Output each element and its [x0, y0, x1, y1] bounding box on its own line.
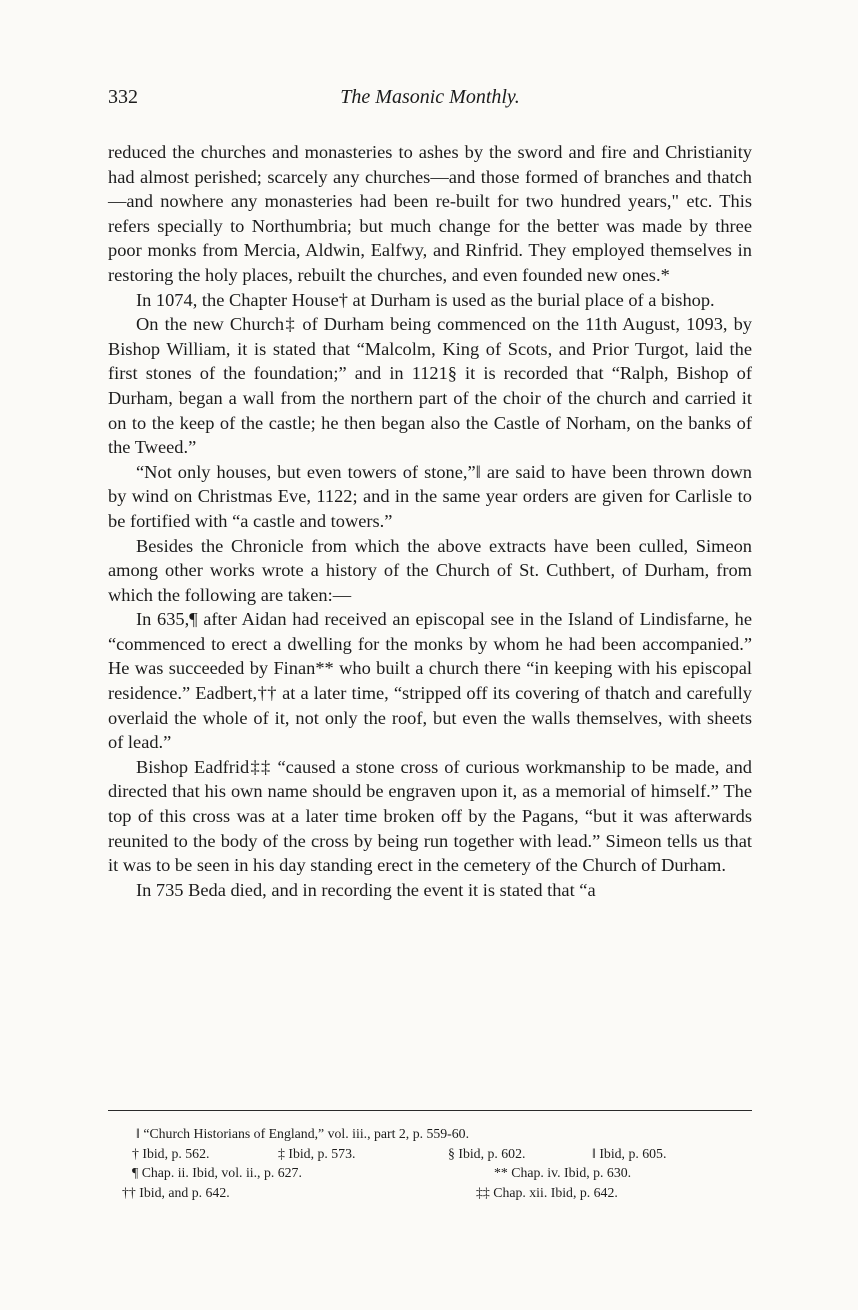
page-header: [108, 86, 752, 116]
footnote-row-4: [122, 1183, 736, 1203]
paragraph-5: Besides the Chronicle from which the above extracts have been culled, Simeon among other works wrote a history of the Church of St. Cuthbert, of Durham, from which the following are taken:—: [108, 535, 752, 605]
footnote-parallel: ‖ Ibid, p. 605.: [592, 1145, 667, 1161]
footnote-section: § Ibid, p. 602.: [448, 1145, 526, 1161]
footnote-church-historians: ‖ “Church Historians of England,” vol. iii., part 2, p. 559-60.: [136, 1126, 470, 1141]
paragraph-2: In 1074, the Chapter House† at Durham is used as the burial place of a bishop.: [136, 289, 715, 310]
footnote-row-1: [136, 1124, 736, 1144]
footnote-row-3: [132, 1163, 736, 1183]
footnote-double-asterisk: ** Chap. iv. Ibid, p. 630.: [494, 1165, 632, 1181]
paragraph-3: On the new Church‡ of Durham being commenced on the 11th August, 1093, by Bishop William, it is stated that “Malcolm, King of Scots, and Prior Turgot, laid the first stones of the foundation;” and in 1121§ it is recorded that “Ralph, Bishop of Durham, began a wall from the northern part of the choir of the church and carried it on to the keep of the castle; he then began also the Castle of Norham, on the banks of the Tweed.”: [108, 314, 752, 458]
footnotes: [122, 1124, 736, 1202]
footnote-pilcrow: ¶ Chap. ii. Ibid, vol. ii., p. 627.: [132, 1165, 302, 1181]
footnote-double-dagger-pair: †† Ibid, and p. 642.: [122, 1184, 230, 1200]
page-number: 332: [108, 86, 138, 108]
paragraph-1: reduced the churches and monasteries to ashes by the sword and fire and Christianity had almost perished; scarcely any churches—and those formed of branches and thatch—and nowhere any monasteries had been re-built for two hundred years," etc. This refers specially to Northumbria; but much change for the better was made by three poor monks from Mercia, Aldwin, Ealfwy, and Rinfrid. They employed themselves in restoring the holy places, rebuilt the churches, and even founded new ones.*: [108, 142, 752, 285]
footnote-double-double-dagger: ‡‡ Chap. xii. Ibid, p. 642.: [476, 1184, 618, 1200]
footnote-dagger: † Ibid, p. 562.: [132, 1145, 210, 1161]
footnote-divider: [108, 1110, 752, 1111]
paragraph-8: In 735 Beda died, and in recording the event it is stated that “a: [136, 879, 596, 900]
body-text: [108, 140, 752, 902]
running-title: The Masonic Monthly.: [340, 86, 520, 108]
paragraph-6: In 635,¶ after Aidan had received an episcopal see in the Island of Lindisfarne, he “commenced to erect a dwelling for the monks by whom he had been accompanied.” He was succeeded by Finan** who built a church there “in keeping with his episcopal residence.” Eadbert,†† at a later time, “stripped off its covering of thatch and carefully overlaid the whole of it, not only the roof, but even the walls themselves, with sheets of lead.”: [108, 609, 752, 753]
footnote-double-dagger: ‡ Ibid, p. 573.: [278, 1145, 356, 1161]
paragraph-4: “Not only houses, but even towers of stone,”‖ are said to have been thrown down by wind on Christmas Eve, 1122; and in the same year orders are given for Carlisle to be fortified with “a castle and towers.”: [108, 461, 752, 531]
footnote-row-2: [132, 1144, 736, 1164]
paragraph-7: Bishop Eadfrid‡‡ “caused a stone cross of curious workmanship to be made, and directed that his own name should be engraven upon it, as a memorial of himself.” The top of this cross was at a later time broken off by the Pagans, “but it was afterwards reunited to the body of the cross by being run together with lead.” Simeon tells us that it was to be seen in his day standing erect in the cemetery of the Church of Durham.: [108, 756, 752, 876]
